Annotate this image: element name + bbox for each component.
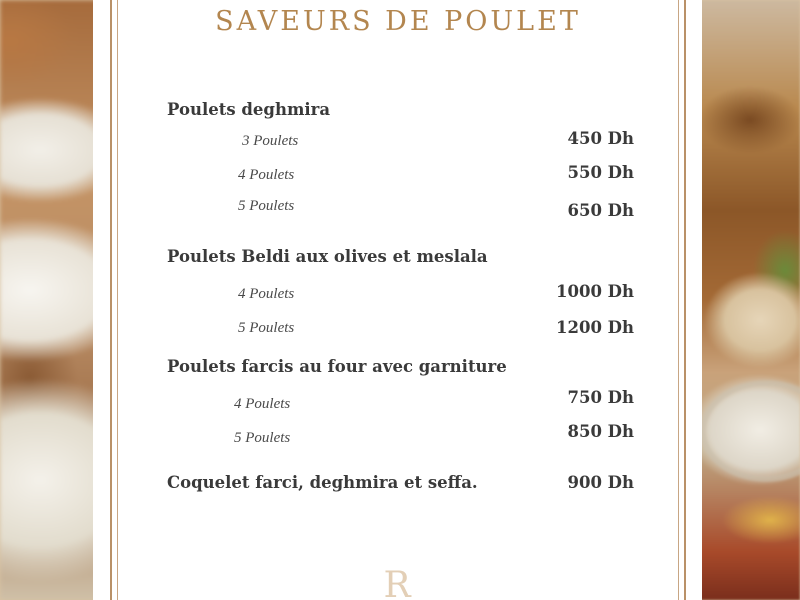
item-label: 5 Poulets [238,320,295,336]
item-price: 450 Dh [567,129,634,148]
item-label: 4 Poulets [238,286,295,302]
item-label: 4 Poulets [234,396,291,412]
item-price: 750 Dh [567,388,634,407]
item-price: 850 Dh [567,422,634,441]
item-price: 1000 Dh [556,282,634,301]
background-photo-right [690,0,800,600]
item-price: 900 Dh [567,473,634,492]
menu-title: SAVEURS DE POULET [215,6,581,37]
logo-monogram: R [383,565,411,600]
item-label: 5 Poulets [234,430,291,446]
section-title-coquelet: Coquelet farci, deghmira et seffa. [167,473,478,492]
section-title-beldi: Poulets Beldi aux olives et meslala [167,247,488,266]
item-price: 650 Dh [567,201,634,220]
plate-decoration [700,380,800,482]
item-price: 550 Dh [567,163,634,182]
item-price: 1200 Dh [556,318,634,337]
item-label: 3 Poulets [242,133,299,149]
section-title-deghmira: Poulets deghmira [167,100,331,119]
item-label: 4 Poulets [238,167,295,183]
item-label: 5 Poulets [238,198,295,214]
section-title-farcis: Poulets farcis au four avec garniture [167,357,507,376]
